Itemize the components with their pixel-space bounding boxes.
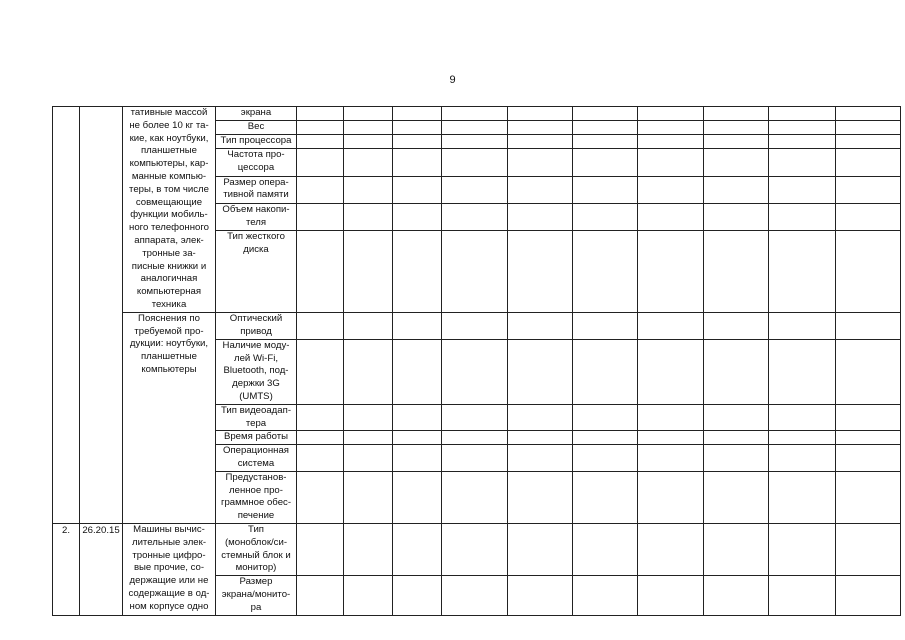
empty-cell	[836, 445, 901, 472]
empty-cell	[393, 523, 442, 575]
empty-cell	[769, 230, 836, 312]
empty-cell	[344, 339, 393, 404]
empty-cell	[638, 576, 704, 616]
empty-cell	[442, 431, 508, 445]
empty-cell	[442, 312, 508, 339]
empty-cell	[573, 445, 638, 472]
empty-cell	[836, 176, 901, 203]
empty-cell	[836, 230, 901, 312]
empty-cell	[393, 576, 442, 616]
product-explanation-cell: Пояснения по требуемой про- дукции: ноутбуки, планшетные компьютеры	[123, 312, 216, 523]
empty-cell	[704, 135, 769, 149]
empty-cell	[442, 149, 508, 176]
empty-cell	[638, 230, 704, 312]
empty-cell	[704, 339, 769, 404]
empty-cell	[573, 135, 638, 149]
empty-cell	[638, 404, 704, 431]
empty-cell	[442, 404, 508, 431]
empty-cell	[393, 107, 442, 121]
empty-cell	[393, 176, 442, 203]
empty-cell	[704, 121, 769, 135]
empty-cell	[836, 121, 901, 135]
empty-cell	[393, 471, 442, 523]
empty-cell	[393, 404, 442, 431]
empty-cell	[393, 431, 442, 445]
empty-cell	[508, 230, 573, 312]
empty-cell	[344, 431, 393, 445]
empty-cell	[393, 149, 442, 176]
empty-cell	[508, 445, 573, 472]
empty-cell	[704, 471, 769, 523]
empty-cell	[769, 431, 836, 445]
empty-cell	[769, 445, 836, 472]
empty-cell	[508, 176, 573, 203]
row-number-cell	[53, 107, 80, 524]
empty-cell	[442, 176, 508, 203]
empty-cell	[769, 339, 836, 404]
empty-cell	[442, 339, 508, 404]
empty-cell	[769, 312, 836, 339]
empty-cell	[836, 431, 901, 445]
empty-cell	[442, 121, 508, 135]
empty-cell	[442, 445, 508, 472]
empty-cell	[769, 523, 836, 575]
empty-cell	[769, 149, 836, 176]
empty-cell	[508, 576, 573, 616]
empty-cell	[769, 471, 836, 523]
characteristic-cell: Предустанов- ленное про- граммное обес- печение	[216, 471, 297, 523]
empty-cell	[442, 230, 508, 312]
empty-cell	[638, 121, 704, 135]
empty-cell	[836, 312, 901, 339]
empty-cell	[836, 203, 901, 230]
empty-cell	[704, 445, 769, 472]
empty-cell	[508, 312, 573, 339]
empty-cell	[297, 523, 344, 575]
empty-cell	[638, 523, 704, 575]
empty-cell	[344, 445, 393, 472]
table-row	[53, 107, 901, 121]
empty-cell	[442, 471, 508, 523]
empty-cell	[442, 107, 508, 121]
empty-cell	[344, 576, 393, 616]
empty-cell	[573, 471, 638, 523]
empty-cell	[573, 404, 638, 431]
table-row	[53, 312, 901, 339]
empty-cell	[638, 312, 704, 339]
empty-cell	[393, 339, 442, 404]
empty-cell	[638, 203, 704, 230]
characteristic-cell: Время работы	[216, 431, 297, 445]
product-name-cell: тативные массой не более 10 кг та- кие, как ноутбуки, планшетные компьютеры, кар- манные компью- теры, в том числе совмещающие функции мобиль- ного телефонного аппарата, элек- тронные за- писные книжки и аналогичная компьютерная техника	[123, 107, 216, 313]
empty-cell	[638, 149, 704, 176]
characteristic-cell: Вес	[216, 121, 297, 135]
empty-cell	[638, 339, 704, 404]
empty-cell	[573, 230, 638, 312]
page-number: 9	[449, 74, 456, 86]
empty-cell	[344, 149, 393, 176]
empty-cell	[297, 339, 344, 404]
empty-cell	[297, 203, 344, 230]
empty-cell	[508, 203, 573, 230]
empty-cell	[297, 230, 344, 312]
okpd-code-cell	[80, 107, 123, 524]
empty-cell	[297, 176, 344, 203]
characteristic-cell: Оптический привод	[216, 312, 297, 339]
empty-cell	[297, 431, 344, 445]
characteristic-cell: Частота про- цессора	[216, 149, 297, 176]
empty-cell	[573, 339, 638, 404]
empty-cell	[769, 203, 836, 230]
empty-cell	[638, 176, 704, 203]
empty-cell	[508, 149, 573, 176]
characteristic-cell: Тип жесткого диска	[216, 230, 297, 312]
empty-cell	[442, 523, 508, 575]
empty-cell	[704, 230, 769, 312]
empty-cell	[573, 107, 638, 121]
empty-cell	[704, 404, 769, 431]
empty-cell	[344, 107, 393, 121]
empty-cell	[638, 471, 704, 523]
empty-cell	[508, 523, 573, 575]
characteristic-cell: Размер опера- тивной памяти	[216, 176, 297, 203]
empty-cell	[573, 176, 638, 203]
empty-cell	[836, 471, 901, 523]
empty-cell	[393, 135, 442, 149]
empty-cell	[297, 576, 344, 616]
empty-cell	[508, 471, 573, 523]
empty-cell	[297, 149, 344, 176]
empty-cell	[393, 312, 442, 339]
empty-cell	[769, 135, 836, 149]
empty-cell	[769, 404, 836, 431]
table-row	[53, 523, 901, 575]
characteristic-cell: Тип видеоадап- тера	[216, 404, 297, 431]
empty-cell	[393, 445, 442, 472]
empty-cell	[297, 404, 344, 431]
empty-cell	[344, 135, 393, 149]
empty-cell	[297, 107, 344, 121]
empty-cell	[836, 107, 901, 121]
characteristic-cell: Тип процессора	[216, 135, 297, 149]
empty-cell	[393, 230, 442, 312]
empty-cell	[344, 312, 393, 339]
empty-cell	[769, 107, 836, 121]
empty-cell	[836, 523, 901, 575]
empty-cell	[393, 203, 442, 230]
empty-cell	[704, 312, 769, 339]
empty-cell	[573, 312, 638, 339]
characteristic-cell: Объем накопи- теля	[216, 203, 297, 230]
empty-cell	[704, 176, 769, 203]
characteristic-cell: Тип (моноблок/си- стемный блок и монитор)	[216, 523, 297, 575]
row-number-cell: 2.	[53, 523, 80, 615]
empty-cell	[508, 431, 573, 445]
specification-table	[52, 106, 901, 616]
characteristic-cell: Размер экрана/монито- ра	[216, 576, 297, 616]
characteristic-cell: Операционная система	[216, 445, 297, 472]
empty-cell	[508, 107, 573, 121]
okpd-code-cell: 26.20.15	[80, 523, 123, 615]
empty-cell	[393, 121, 442, 135]
empty-cell	[769, 176, 836, 203]
empty-cell	[442, 135, 508, 149]
empty-cell	[836, 339, 901, 404]
product-name-cell: Машины вычис- лительные элек- тронные цифро- вые прочие, со- держащие или не содержащие в од- ном корпусе одно	[123, 523, 216, 615]
empty-cell	[508, 339, 573, 404]
empty-cell	[836, 135, 901, 149]
empty-cell	[836, 404, 901, 431]
empty-cell	[573, 431, 638, 445]
empty-cell	[297, 135, 344, 149]
empty-cell	[344, 203, 393, 230]
empty-cell	[344, 121, 393, 135]
empty-cell	[573, 523, 638, 575]
empty-cell	[508, 135, 573, 149]
empty-cell	[704, 149, 769, 176]
empty-cell	[704, 523, 769, 575]
empty-cell	[508, 404, 573, 431]
empty-cell	[836, 149, 901, 176]
empty-cell	[769, 121, 836, 135]
empty-cell	[442, 203, 508, 230]
empty-cell	[344, 523, 393, 575]
empty-cell	[638, 445, 704, 472]
empty-cell	[297, 121, 344, 135]
empty-cell	[704, 431, 769, 445]
empty-cell	[573, 121, 638, 135]
empty-cell	[769, 576, 836, 616]
empty-cell	[344, 176, 393, 203]
empty-cell	[573, 576, 638, 616]
empty-cell	[508, 121, 573, 135]
empty-cell	[344, 471, 393, 523]
empty-cell	[442, 576, 508, 616]
empty-cell	[704, 203, 769, 230]
empty-cell	[836, 576, 901, 616]
empty-cell	[344, 404, 393, 431]
empty-cell	[297, 445, 344, 472]
empty-cell	[638, 431, 704, 445]
empty-cell	[704, 576, 769, 616]
empty-cell	[297, 312, 344, 339]
empty-cell	[573, 203, 638, 230]
empty-cell	[344, 230, 393, 312]
empty-cell	[573, 149, 638, 176]
characteristic-cell: экрана	[216, 107, 297, 121]
empty-cell	[704, 107, 769, 121]
empty-cell	[297, 471, 344, 523]
characteristic-cell: Наличие моду- лей Wi-Fi, Bluetooth, под- держки 3G (UMTS)	[216, 339, 297, 404]
empty-cell	[638, 135, 704, 149]
empty-cell	[638, 107, 704, 121]
